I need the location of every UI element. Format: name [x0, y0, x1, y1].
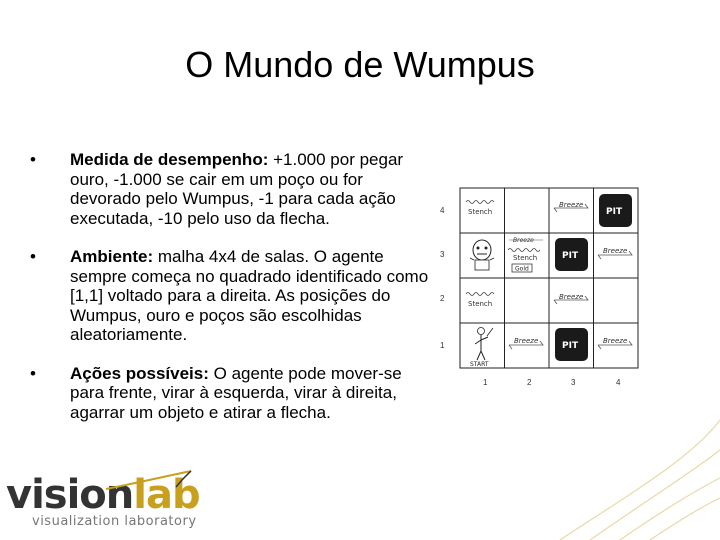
bullet-dot: • [30, 363, 36, 383]
logo-brand-b: lab [133, 472, 200, 518]
bullet-label: Ambiente: [70, 247, 154, 266]
breeze-label: Breeze [603, 337, 628, 345]
logo-brand-a: vision [6, 472, 134, 518]
wumpus-r3c1 [470, 240, 494, 270]
pit-label: PIT [562, 341, 579, 351]
pit-r3c3 [555, 238, 588, 271]
breeze-label: Breeze [514, 337, 539, 345]
breeze-r3c4 [598, 247, 632, 259]
pit-label: PIT [606, 207, 623, 217]
logo-tagline: visualization laboratory [32, 514, 197, 529]
visionlab-logo [6, 472, 200, 529]
stench-r4c1 [466, 201, 494, 217]
breeze-r1c2 [509, 337, 543, 349]
stench-r3c2 [508, 237, 543, 273]
bullet-text: malha 4x4 de salas. O agente sempre começa no quadrado identificado como [1,1] voltado para a direita. As posições do Wumpus, ouro e poços são escolhidas aleatoriamente. [70, 247, 429, 344]
start-label: START [470, 361, 489, 368]
logo-swoosh-icon [106, 469, 306, 491]
breeze-r1c4 [598, 337, 632, 349]
col-label-1: 1 [483, 378, 488, 387]
row-label-3: 3 [440, 250, 445, 259]
row-label-4: 4 [440, 206, 445, 215]
bullet-dot: • [30, 150, 36, 169]
col-label-2: 2 [527, 378, 532, 387]
breeze-label: Breeze [513, 237, 534, 244]
bullet-label: Ações possíveis: [70, 363, 209, 383]
agent-r1c1 [470, 328, 493, 369]
breeze-label: Breeze [559, 201, 584, 209]
wumpus-board [430, 180, 645, 390]
bullet-label: Medida de desempenho: [70, 150, 269, 169]
col-label-3: 3 [571, 378, 576, 387]
row-label-1: 1 [440, 341, 445, 350]
bullet-dot: • [30, 247, 36, 266]
stench-label: Stench [468, 300, 493, 308]
bullet-list [30, 150, 430, 441]
pit-r1c3 [555, 328, 588, 361]
breeze-label: Breeze [559, 293, 584, 301]
bullet-text: O agente pode mover-se para frente, virar à esquerda, virar à direita, agarrar um objeto e atirar a flecha. [70, 363, 402, 422]
bullet-performance [30, 150, 430, 228]
bullet-text: +1.000 por pegar ouro, -1.000 se cair em um poço ou for devorado pelo Wumpus, -1 para cada ação executada, -10 pelo uso da flecha. [70, 150, 404, 228]
breeze-label: Breeze [603, 247, 628, 255]
breeze-r4c3 [554, 201, 588, 212]
stench-label: Stench [513, 254, 538, 262]
col-label-4: 4 [616, 378, 621, 387]
stench-label: Stench [468, 208, 493, 216]
bullet-environment [30, 247, 430, 345]
bullet-actions [30, 364, 430, 423]
gold-label: Gold [515, 265, 529, 273]
breeze-r2c3 [554, 293, 588, 304]
row-label-2: 2 [440, 294, 445, 303]
slide-title: O Mundo de Wumpus [185, 44, 535, 85]
pit-r4c4 [599, 194, 632, 227]
pit-label: PIT [562, 251, 579, 261]
stench-r2c1 [466, 293, 494, 309]
